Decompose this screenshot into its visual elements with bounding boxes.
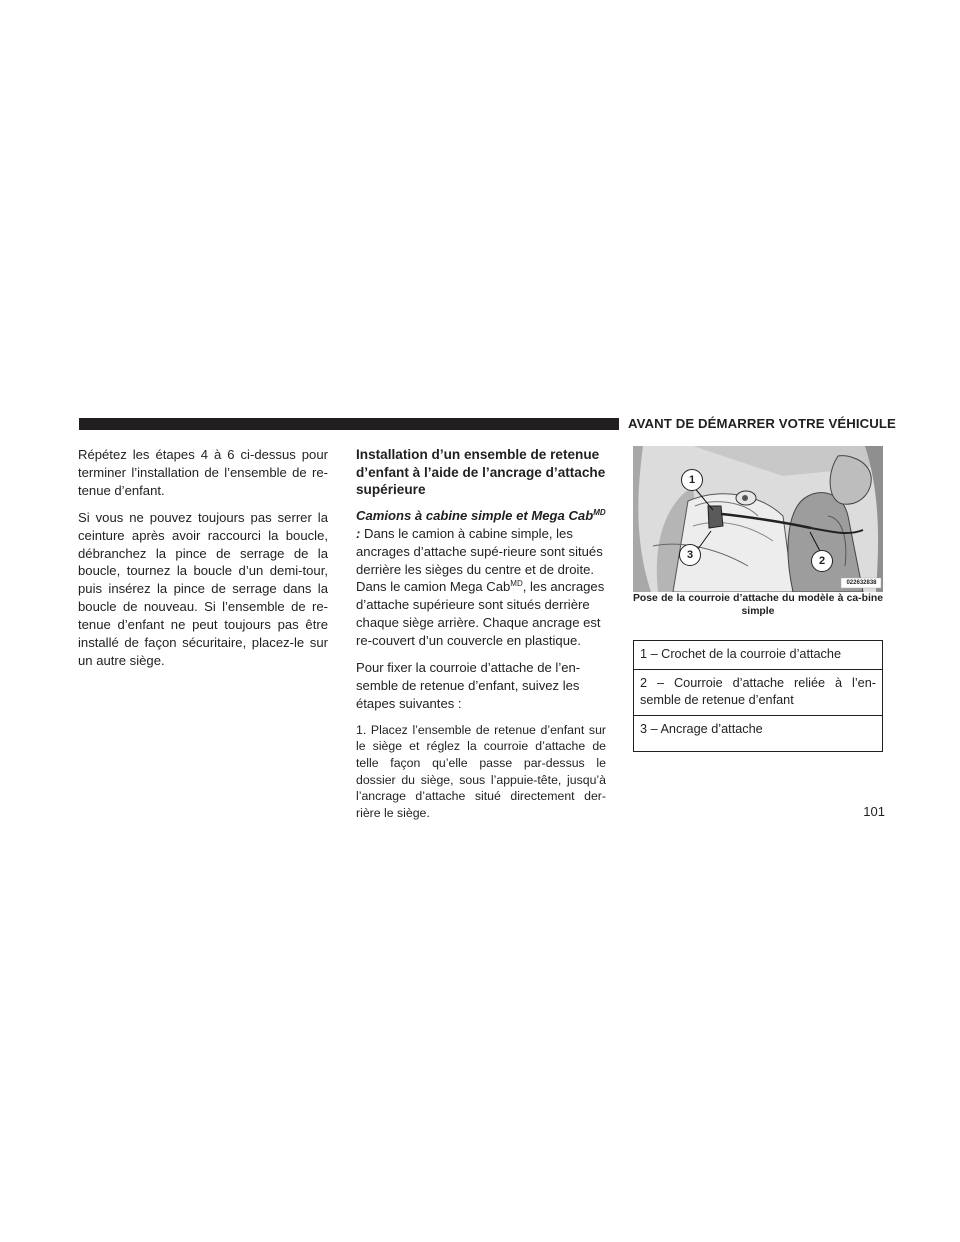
- section-heading: Installation d’un ensemble de retenue d’enfant à l’aide de l’ancrage d’attache supérieure: [356, 447, 606, 498]
- left-column: [78, 446, 328, 679]
- image-code: 022632838: [846, 580, 877, 586]
- callout-legend-table: [633, 640, 883, 752]
- page-number: 101: [863, 804, 885, 819]
- section-header-bar: [79, 418, 619, 430]
- section-title: AVANT DE DÉMARRER VOTRE VÉHICULE: [628, 416, 896, 431]
- paragraph-anchor-location: [356, 507, 606, 650]
- anchor-text-part1: Dans le camion à cabine simple, les ancrages d’attache supé-rieure sont situés derrière les sièges du centre et de droite. Dans le camion Mega Cab: [356, 525, 603, 595]
- tether-strap-illustration: [633, 446, 883, 592]
- paragraph-repeat-steps: Répétez les étapes 4 à 6 ci-dessus pour terminer l’installation de l’ensemble de re-tenue d’enfant.: [78, 447, 328, 498]
- legend-item: 1 – Crochet de la courroie d’attache: [634, 641, 882, 670]
- figure-caption: Pose de la courroie d’attache du modèle à ca-bine simple: [633, 593, 883, 617]
- callout-1: 1: [681, 469, 703, 491]
- paragraph-follow-steps: Pour fixer la courroie d’attache de l’en-semble de retenue d’enfant, suivez les étapes suivantes :: [356, 660, 581, 711]
- trademark-sup: MD: [510, 579, 523, 589]
- trademark-sup: MD: [593, 507, 606, 517]
- middle-column: [356, 446, 606, 830]
- seat-illustration: [633, 446, 883, 592]
- paragraph-tighten-belt: Si vous ne pouvez toujours pas serrer la ceinture après avoir raccourci la boucle, débranchez la pince de serrage de la boucle, tournez la boucle d’un demi-tour, puis insérez la pince de serrage dans la boucle de nouveau. Si l’ensemble de re-tenue d’enfant ne peut toujours pas être installé de façon sécuritaire, placez-le sur un autre siège.: [78, 509, 328, 668]
- subheading-text: Camions à cabine simple et Mega Cab: [356, 507, 594, 523]
- callout-3: 3: [679, 544, 701, 566]
- legend-item: 2 – Courroie d’attache reliée à l’en-semble de retenue d’enfant: [634, 670, 882, 716]
- step-1: 1. Placez l’ensemble de retenue d’enfant sur le siège et réglez la courroie d’attache de telle façon qu’elle passe par-dessus le dossier du siège, sous l’appuie-tête, jusqu’à l’ancrage d’attache situé directement der-rière le siège.: [356, 722, 606, 820]
- anchor-text-part2: , les ancrages d’attache supérieure sont situés derrière chaque siège arrière. Chaque ancrage est re-couvert d’un couvercle en plastique.: [356, 579, 605, 649]
- callout-2: 2: [811, 550, 833, 572]
- legend-item: 3 – Ancrage d’attache: [640, 722, 763, 736]
- subheading-colon: :: [356, 525, 361, 541]
